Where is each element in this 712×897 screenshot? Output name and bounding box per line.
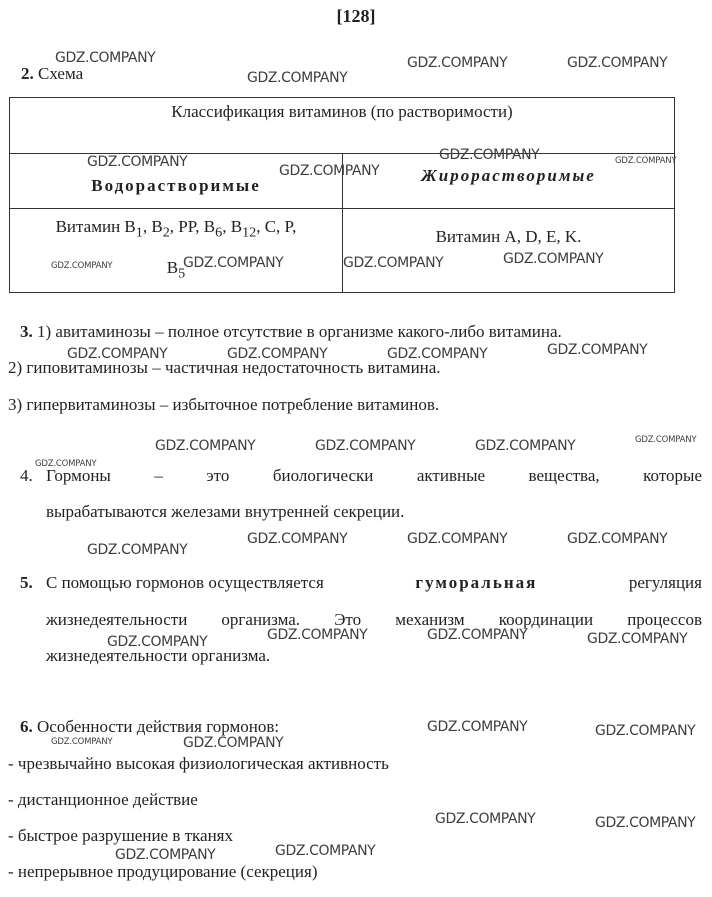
task3-line3: 3) гипервитаминозы – избыточное потребление витаминов. <box>8 395 440 414</box>
humoral-term: гуморальная <box>415 573 538 592</box>
watermark: GDZ.COMPANY <box>183 735 284 751</box>
task6-item: - чрезвычайно высокая физиологическая активность <box>8 754 389 773</box>
watermark: GDZ.COMPANY <box>279 163 380 179</box>
watermark: GDZ.COMPANY <box>427 719 528 735</box>
task6-item: - дистанционное действие <box>8 790 198 809</box>
watermark: GDZ.COMPANY <box>407 531 508 547</box>
fat-soluble-vitamins: Витамин A, D, E, K. <box>343 209 675 293</box>
watermark: GDZ.COMPANY <box>315 438 416 454</box>
task5-line2: жизнедеятельности организма. Это механизм координации процессов <box>46 610 702 629</box>
watermark: GDZ.COMPANY <box>407 55 508 71</box>
watermark: GDZ.COMPANY <box>547 342 648 358</box>
watermark: GDZ.COMPANY <box>55 50 156 66</box>
watermark: GDZ.COMPANY <box>567 531 668 547</box>
task4-line2: вырабатываются железами внутренней секреции. <box>46 502 405 521</box>
watermark: GDZ.COMPANY <box>35 459 97 469</box>
watermark: GDZ.COMPANY <box>267 627 368 643</box>
watermark: GDZ.COMPANY <box>587 631 688 647</box>
watermark: GDZ.COMPANY <box>67 346 168 362</box>
watermark: GDZ.COMPANY <box>595 723 696 739</box>
watermark: GDZ.COMPANY <box>567 55 668 71</box>
watermark: GDZ.COMPANY <box>155 438 256 454</box>
task5-line1: С помощью гормонов осуществляется гуморальная регуляция <box>46 573 702 592</box>
task2-heading <box>21 64 83 84</box>
water-soluble-title: Водорастворимые <box>10 154 343 209</box>
task2-title: Схема <box>38 64 84 83</box>
watermark: GDZ.COMPANY <box>87 154 188 170</box>
watermark: GDZ.COMPANY <box>595 815 696 831</box>
watermark: GDZ.COMPANY <box>387 346 488 362</box>
watermark: GDZ.COMPANY <box>635 435 697 445</box>
watermark: GDZ.COMPANY <box>247 70 348 86</box>
watermark: GDZ.COMPANY <box>183 255 284 271</box>
watermark: GDZ.COMPANY <box>435 811 536 827</box>
page-number: [128] <box>336 6 376 26</box>
watermark: GDZ.COMPANY <box>247 531 348 547</box>
watermark: GDZ.COMPANY <box>275 843 376 859</box>
watermark: GDZ.COMPANY <box>87 542 188 558</box>
water-soluble-vitamins: Витамин $B_1$, $B_2$, PP, $B_6$, $B_{12}$, C, P, $B_5$ <box>10 209 343 293</box>
watermark: GDZ.COMPANY <box>615 156 677 166</box>
watermark: GDZ.COMPANY <box>343 255 444 271</box>
watermark: GDZ.COMPANY <box>115 847 216 863</box>
watermark: GDZ.COMPANY <box>227 346 328 362</box>
watermark: GDZ.COMPANY <box>427 627 528 643</box>
watermark: GDZ.COMPANY <box>503 251 604 267</box>
watermark: GDZ.COMPANY <box>439 147 540 163</box>
watermark: GDZ.COMPANY <box>51 261 113 271</box>
watermark: GDZ.COMPANY <box>475 438 576 454</box>
task2-number: 2. <box>21 64 34 83</box>
task3-line2: 2) гиповитаминозы – частичная недостаточность витамина. <box>8 358 441 377</box>
task5-line3: жизнедеятельности организма. <box>46 646 271 665</box>
task4-line1: Гормоны – это биологически активные вещества, которые <box>46 466 702 485</box>
task4-number: 4. <box>20 466 33 485</box>
table-header: Классификация витаминов (по растворимости) <box>10 98 675 154</box>
task6-heading: 6. Особенности действия гормонов: <box>20 717 280 736</box>
task6-item: - непрерывное продуцирование (секреция) <box>8 862 318 881</box>
watermark: GDZ.COMPANY <box>51 737 113 747</box>
fat-soluble-title: Жирорастворимые <box>343 154 675 209</box>
task6-item: - быстрое разрушение в тканях <box>8 826 234 845</box>
watermark: GDZ.COMPANY <box>107 634 208 650</box>
task3-line1: 3. 1) авитаминозы – полное отсутствие в организме какого-либо витамина. <box>20 322 562 341</box>
task5-number: 5. <box>20 573 33 592</box>
